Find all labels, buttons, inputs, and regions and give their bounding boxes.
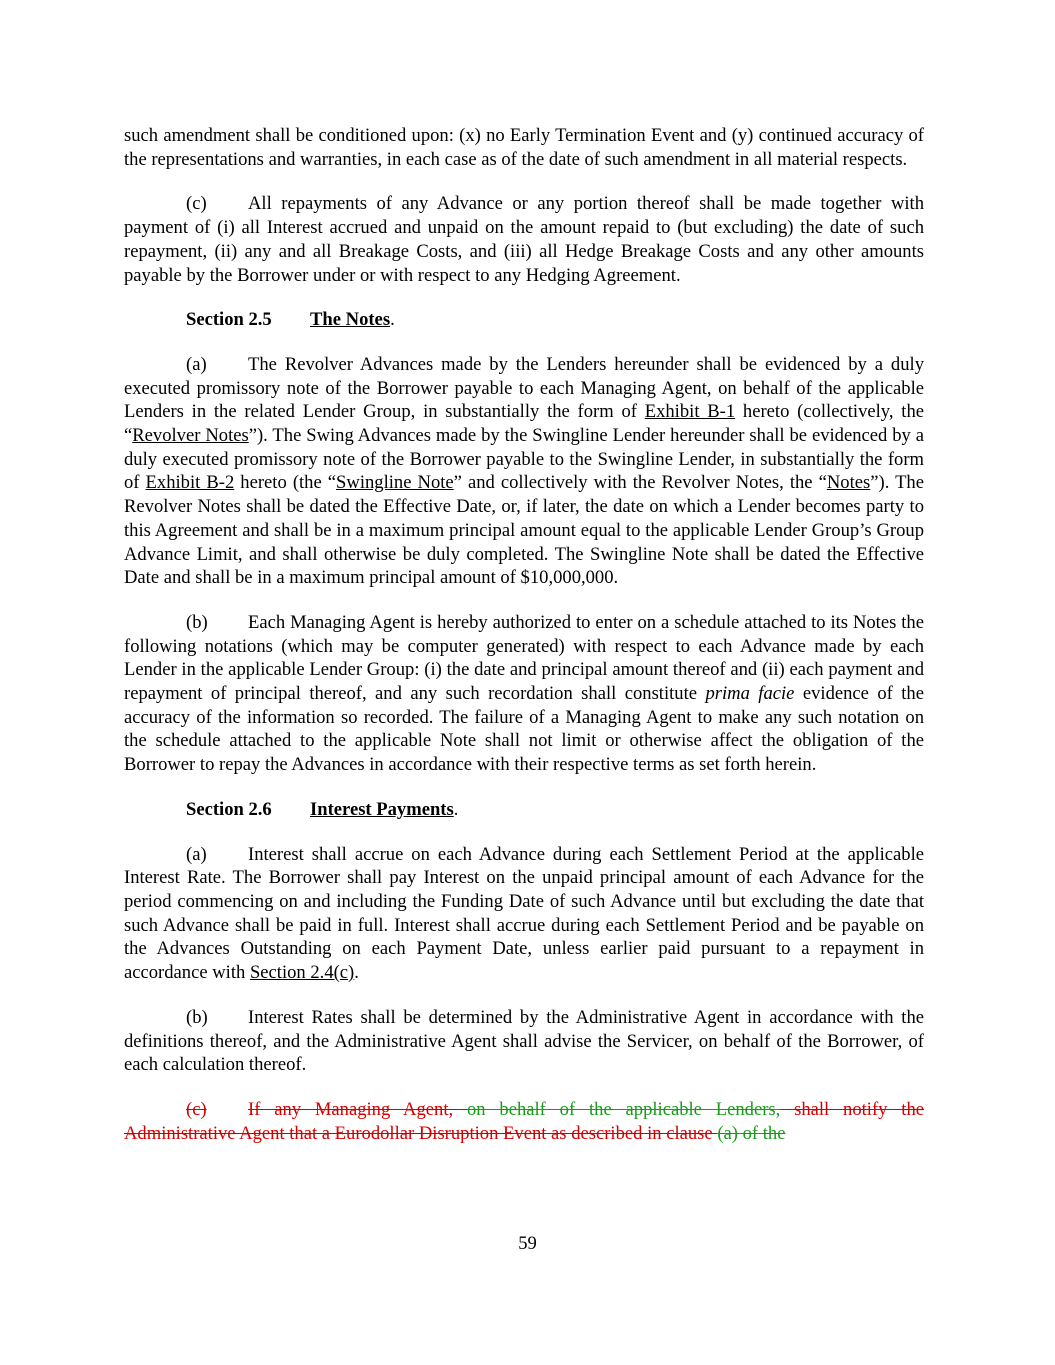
text-run: Each Managing Agent is hereby authorized to enter on a schedule attached to its Notes the following notations (which may be computer generated) with respect to each Advance made by each Lender in the applicable Lender Group: (i) the date and principal amount thereof and (ii) each payment and repayment of principal thereof, and any such recordation shall constitute (124, 611, 924, 705)
text-run: Interest Rates shall be determined by the Administrative Agent in accordance with the definitions thereof, and the Administrative Agent shall advise the Servicer, on behalf of the Borrower, of each calculation thereof. (124, 1006, 924, 1076)
paragraph-text: All repayments of any Advance or any portion thereof shall be made together with payment of (i) all Interest accrued and unpaid on the amount repaid to (but excluding) the date of such repayment, (ii) any and all Breakage Costs, and (iii) all Hedge Breakage Costs and any other amounts payable by the Borrower under or with respect to any Hedging Agreement. (124, 193, 924, 286)
section-title-period: . (453, 798, 459, 820)
exhibit-b2-reference: Exhibit B-2 (145, 472, 235, 494)
section-title: Interest Payments (310, 798, 454, 820)
paragraph-2-5-a (124, 353, 924, 590)
section-heading-2-6 (124, 798, 924, 822)
text-run: hereto (collectively, the “ (124, 401, 925, 447)
paragraph-label: (a) (186, 353, 207, 375)
paragraph-2-6-c-deleted (124, 1098, 924, 1145)
section-cross-reference: Section 2.4(c) (249, 962, 355, 984)
section-title-period: . (390, 309, 395, 331)
paragraph-2-5-b (124, 611, 924, 777)
italic-term: prima facie (705, 683, 795, 705)
defined-term-swingline-note: Swingline Note (336, 472, 454, 494)
defined-term-revolver-notes: Revolver Notes (132, 425, 249, 447)
exhibit-b1-reference: Exhibit B-1 (644, 401, 736, 423)
section-heading-2-5 (124, 308, 924, 332)
paragraph-c (124, 192, 924, 287)
section-number: Section 2.6 (186, 798, 272, 820)
paragraph-label: (c) (186, 193, 207, 215)
paragraph-2-6-b (124, 1006, 924, 1077)
section-number: Section 2.5 (186, 309, 272, 331)
text-run: ” and collectively with the Revolver Notes, the “ (453, 472, 827, 494)
text-run: Interest shall accrue on each Advance during each Settlement Period at the applicable Interest Rate. The Borrower shall pay Interest on the unpaid principal amount of each Advance for the period commencing on and including the Funding Date of such Advance until but excluding the date that such Advance shall be paid in full. Interest shall accrue during each Settlement Period and be payable on the Advances Outstanding on each Payment Date, unless earlier paid pursuant to a repayment in accordance with (124, 843, 924, 984)
paragraph-label: (a) (186, 843, 207, 865)
deleted-text: If any Managing Agent, (248, 1098, 467, 1120)
page-number: 59 (518, 1233, 537, 1254)
deleted-text: shall notify the Administrative Agent that a Eurodollar Disruption Event as described in clause (124, 1098, 924, 1144)
deleted-paragraph-label: (c) (186, 1098, 207, 1120)
moved-deleted-text: on behalf of the applicable Lenders, (466, 1098, 781, 1120)
section-title: The Notes (310, 309, 391, 331)
text-run: ”). The Swing Advances made by the Swingline Lender hereunder shall be evidenced by a duly executed promissory note of the Borrower payable to the Swingline Lender, in substantially the form of (124, 425, 924, 494)
text-run: ”). The Revolver Notes shall be dated the Effective Date, or, if later, the date on which a Lender becomes party to this Agreement and shall be in a maximum principal amount equal to the applicable Lender Group’s Group Advance Limit, and shall otherwise be duly completed. The Swingline Note shall be dated the Effective Date and shall be in a maximum principal amount of $10,000,000. (124, 472, 924, 589)
document-page (124, 124, 924, 1145)
moved-deleted-text: (a) of the (717, 1122, 786, 1144)
intro-paragraph: such amendment shall be conditioned upon: (x) no Early Termination Event and (y) continued accuracy of the representations and warranties, in each case as of the date of such amendment in all material respects. (124, 125, 924, 170)
defined-term-notes: Notes (826, 472, 871, 494)
text-run: . (354, 962, 359, 984)
text-run: The Revolver Advances made by the Lenders hereunder shall be evidenced by a duly executed promissory note of the Borrower payable to each Managing Agent, on behalf of the applicable Lenders in the related Lender Group, in substantially the form of (124, 353, 924, 423)
paragraph-label: (b) (186, 1006, 208, 1028)
text-run: hereto (the “ (234, 472, 337, 494)
paragraph-label: (b) (186, 611, 208, 633)
paragraph-2-6-a (124, 843, 924, 985)
text-run: evidence of the accuracy of the information so recorded. The failure of a Managing Agent to make any such notation on the schedule attached to the applicable Note shall not limit or otherwise affect the obligation of the Borrower to repay the Advances in accordance with their respective terms as set forth herein. (124, 683, 924, 776)
